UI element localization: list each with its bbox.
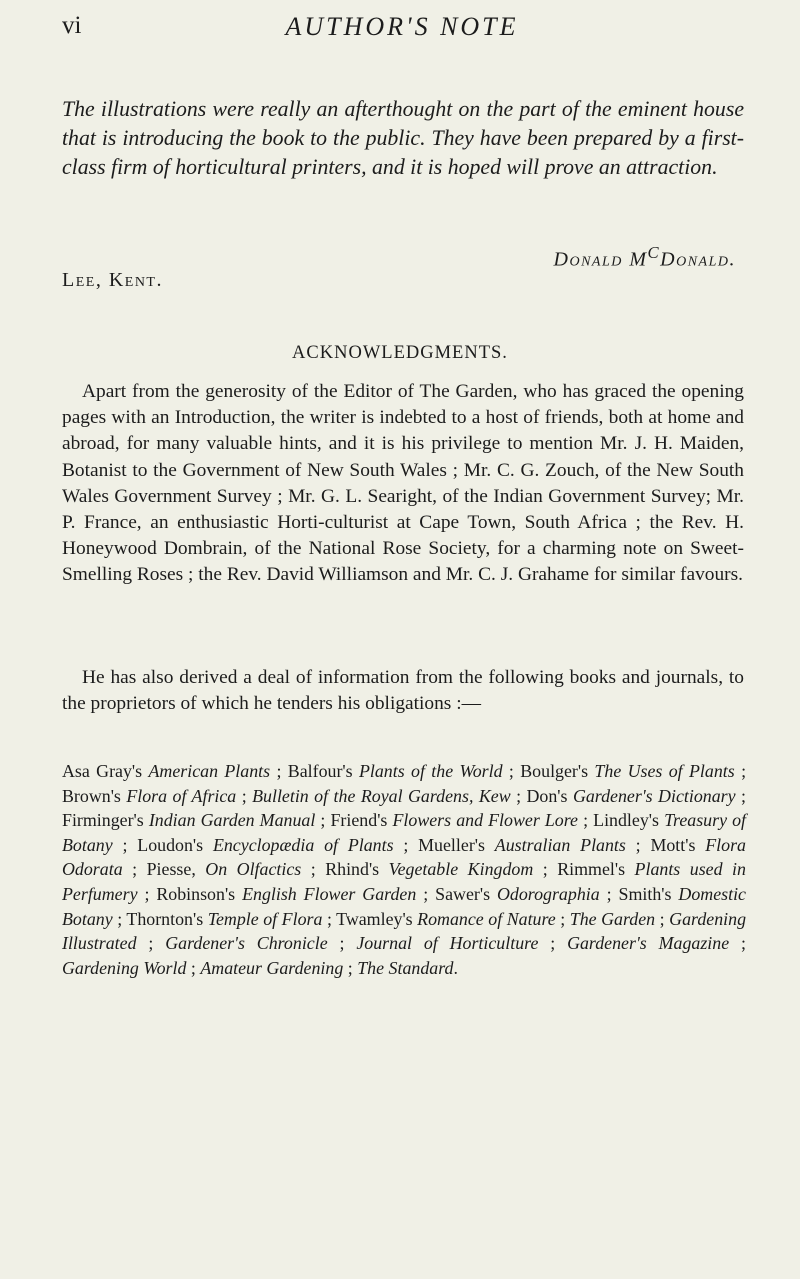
book-separator: ; [136, 933, 166, 954]
book-author: Firminger's [62, 810, 149, 831]
book-separator: ; [315, 810, 331, 831]
book-author: Brown's [62, 785, 127, 806]
book-title: Romance of Nature [417, 908, 556, 929]
book-entry [62, 761, 288, 781]
book-author: Mueller's [418, 834, 495, 855]
book-title: English Flower Garden [242, 883, 417, 904]
book-author: Boulger's [520, 761, 595, 781]
book-title: The Uses of Plants [594, 761, 735, 781]
book-entry [418, 835, 650, 855]
book-title: Plants of the World [358, 761, 503, 781]
book-entry [527, 786, 746, 806]
book-title: Journal of Horticulture [356, 933, 539, 954]
book-separator: ; [122, 859, 147, 880]
book-author: Mott's [650, 834, 706, 855]
book-title: American Plants [148, 761, 271, 781]
book-separator: ; [538, 933, 568, 954]
book-author: Smith's [618, 883, 679, 904]
book-title: The Standard [357, 957, 454, 978]
book-separator: ; [578, 810, 594, 831]
book-entry [147, 859, 326, 879]
book-separator: ; [186, 957, 201, 978]
signature-place: Lee, Kent. [62, 269, 163, 291]
book-title: Gardener's Chronicle [165, 933, 328, 954]
book-author: Robinson's [156, 883, 243, 904]
book-entry [570, 909, 669, 929]
page-number: vi [62, 12, 82, 39]
book-separator: ; [502, 761, 521, 781]
book-title: Vegetable Kingdom [388, 859, 534, 880]
book-entry [62, 958, 200, 978]
book-separator: ; [599, 883, 619, 904]
book-entry [156, 884, 435, 904]
book-entry [62, 786, 252, 806]
book-title: On Olfactics [205, 859, 302, 880]
book-author: Thornton's [126, 908, 208, 929]
book-separator: ; [533, 859, 558, 880]
book-entry [165, 933, 356, 953]
book-separator: ; [416, 883, 436, 904]
book-entry [252, 786, 526, 806]
book-entry [336, 909, 570, 929]
book-entry [62, 810, 330, 830]
book-title: Amateur Gardening [200, 957, 344, 978]
book-separator: ; [555, 908, 570, 929]
book-separator: ; [393, 834, 419, 855]
book-separator: ; [137, 883, 157, 904]
book-separator: ; [343, 957, 358, 978]
book-separator: ; [625, 834, 651, 855]
book-author: Asa Gray's [62, 761, 149, 781]
book-title: Australian Plants [494, 834, 626, 855]
book-author: Twamley's [336, 908, 418, 929]
book-separator: ; [729, 933, 746, 954]
book-separator: ; [655, 908, 670, 929]
signature-name-superscript: C [647, 243, 661, 262]
book-separator: ; [510, 785, 527, 806]
book-author: Balfour's [287, 761, 359, 781]
acknowledgments-paragraph-2: He has also derived a deal of information from the following books and journals, to the proprietors of which he tenders his obligations :— [62, 667, 744, 715]
book-separator: ; [327, 933, 357, 954]
book-author: Don's [526, 785, 573, 806]
book-separator: ; [112, 834, 138, 855]
signature-name-part2: Donald. [660, 248, 736, 271]
acknowledgments-heading: ACKNOWLEDGMENTS. [292, 343, 508, 363]
authors-note-text: The illustrations were really an afterthought on the part of the eminent house that is introducing the book to the public. They have been prepared by a first-class firm of horticultural printers, and it is hoped will prove an attraction. [62, 97, 744, 179]
book-title: Gardening World [62, 957, 187, 978]
book-author: Piesse, [146, 859, 206, 880]
book-title: Encyclopædia of Plants [212, 834, 394, 855]
book-title: Flora of Africa [126, 785, 237, 806]
book-title: Odorographia [496, 883, 600, 904]
book-entry [325, 859, 557, 879]
book-entry [520, 761, 746, 781]
book-author: Rimmel's [557, 859, 635, 880]
book-entry [137, 835, 418, 855]
book-separator: . [453, 957, 458, 978]
book-title: The Garden [569, 908, 656, 929]
book-author: Friend's [330, 810, 393, 831]
book-separator: ; [112, 908, 127, 929]
book-author: Rhind's [325, 859, 389, 880]
book-title: Treasury of Botany [62, 810, 747, 855]
book-entry [435, 884, 618, 904]
book-separator: ; [734, 761, 747, 781]
book-entry [357, 958, 458, 978]
book-title: Gardener's Magazine [567, 933, 730, 954]
book-list [62, 759, 746, 980]
book-author: Loudon's [137, 834, 213, 855]
signature-name-part1: Donald M [553, 248, 648, 271]
book-entry [356, 933, 567, 953]
book-title: Bulletin of the Royal Gardens, Kew [252, 785, 511, 806]
book-author: Sawer's [435, 883, 497, 904]
book-title: Flora Odorata [62, 834, 747, 880]
book-title: Temple of Flora [207, 908, 323, 929]
book-separator: ; [735, 785, 746, 806]
book-title: Gardening Illustrated [62, 908, 747, 954]
page-header [62, 12, 742, 52]
book-title: Domestic Botany [62, 883, 746, 929]
book-title: Gardener's Dictionary [572, 785, 736, 806]
book-entry [330, 810, 593, 830]
book-entry [126, 909, 336, 929]
book-entry [200, 958, 357, 978]
acknowledgments-paragraph-1: Apart from the generosity of the Editor of The Garden, who has graced the opening pages with an Introduction, the writer is indebted to a host of friends, both at home and abroad, for many valuable hints, and it is his privilege to mention Mr. J. H. Maiden, Botanist to the Government of New South Wales ; Mr. C. G. Zouch, of the New South Wales Government Survey ; Mr. G. L. Searight, of the Indian Government Survey; Mr. P. France, an enthusiastic Horti-culturist at Cape Town, South Africa ; the Rev. H. Honeywood Dombrain, of the National Rose Society, for a charming note on Sweet-Smelling Roses ; the Rev. David Williamson and Mr. C. J. Grahame for similar favours. [62, 381, 744, 586]
running-title: AUTHOR'S NOTE [285, 12, 519, 41]
book-title: Flowers and Flower Lore [392, 810, 578, 831]
book-entry [288, 761, 520, 781]
book-author: Lindley's [593, 810, 665, 831]
book-separator: ; [270, 761, 288, 781]
book-separator: ; [301, 859, 326, 880]
book-title: Indian Garden Manual [148, 810, 316, 831]
book-separator: ; [236, 785, 253, 806]
book-title: Plants used in Perfumery [62, 859, 746, 904]
book-entry [567, 933, 746, 953]
book-separator: ; [322, 908, 337, 929]
signature [554, 243, 736, 272]
